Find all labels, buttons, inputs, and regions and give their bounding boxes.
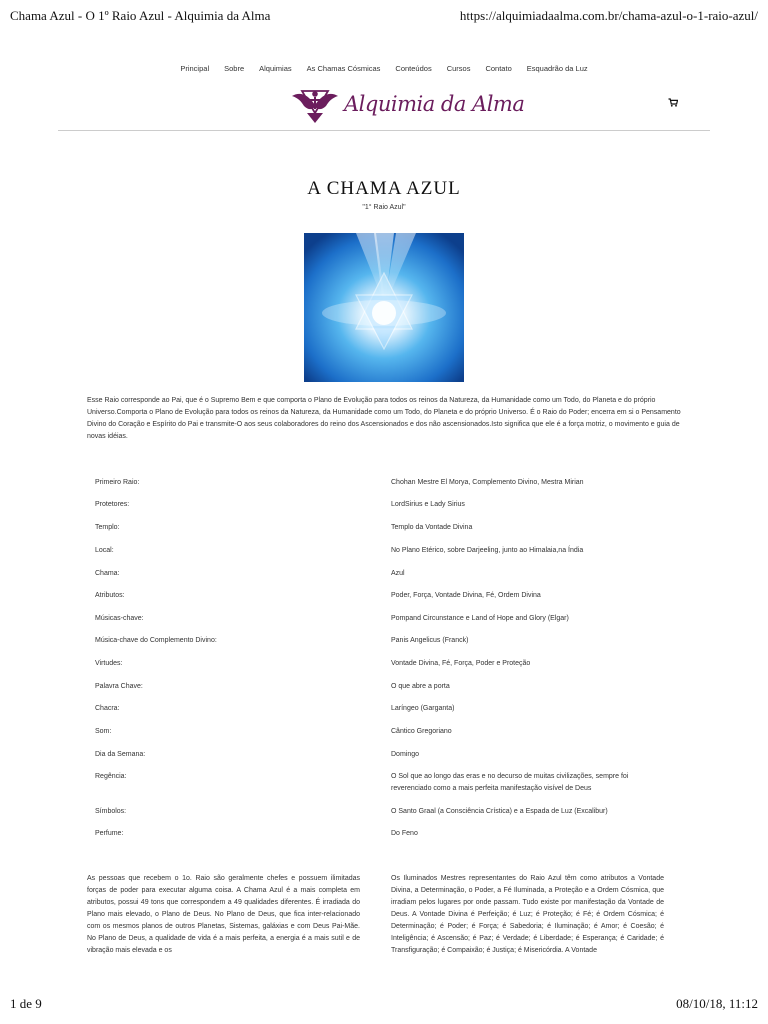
page-subtitle: "1° Raio Azul" xyxy=(362,204,406,211)
row-label: Perfume: xyxy=(95,830,124,837)
row-value: O Sol que ao longo das eras e no decurso de muitas civilizações, sempre foi reverenciado como a mais perfeita manifestação visível de Deus xyxy=(391,773,629,792)
logo-wordmark: Alquimia da Alma xyxy=(344,92,525,116)
row-value: Vontade Divina, Fé, Força, Poder e Proteção xyxy=(391,660,531,667)
row-label: Regência: xyxy=(95,773,127,780)
intro-paragraph: Esse Raio corresponde ao Pai, que é o Supremo Bem e que comporta o Plano de Evolução para todos os reinos da Natureza, da Humanidade como um Todo, do Planeta e do próprio Universo.Comporta o Plano de Evolução para todos os reinos da Natureza, da Humanidade como um Todo, do Planeta e do próprio Universo. É o Raio do Poder; encerra em si o Pensamento Divino do Coração e Espírito do Pai e transmite-O aos seus colaboradores do reino dos Ascensionados e dos não ascensionados.Isto significa que ele é a força motriz, o movimento e guia de novas idéias. xyxy=(87,397,681,440)
nav-conteudos[interactable]: Conteúdos xyxy=(395,64,432,73)
nav-esquadrao-da-luz[interactable]: Esquadrão da Luz xyxy=(526,64,588,73)
nav-chamas-cosmicas[interactable]: As Chamas Cósmicas xyxy=(306,64,381,73)
nav-contato[interactable]: Contato xyxy=(485,64,512,73)
row-value: Templo da Vontade Divina xyxy=(391,524,473,531)
print-datetime: 08/10/18, 11:12 xyxy=(676,996,758,1011)
row-value: Panis Angelicus (Franck) xyxy=(391,637,469,644)
row-label: Músicas-chave: xyxy=(95,615,144,622)
row-label: Palavra Chave: xyxy=(95,683,143,690)
print-footer xyxy=(10,996,758,1012)
row-value: Domingo xyxy=(391,751,420,758)
row-label: Protetores: xyxy=(95,501,130,508)
row-label: Dia da Semana: xyxy=(95,751,146,758)
row-value: No Plano Etérico, sobre Darjeeling, junto ao Himalaia,na Índia xyxy=(391,547,584,554)
row-value: O Santo Graal (a Consciência Crística) e a Espada de Luz (Excalibur) xyxy=(391,808,608,815)
header-divider xyxy=(58,130,710,131)
print-page-url: https://alquimiadaalma.com.br/chama-azul-o-1-raio-azul/ xyxy=(459,8,758,23)
nav-principal[interactable]: Principal xyxy=(180,64,210,73)
print-page-title: Chama Azul - O 1º Raio Azul - Alquimia da Alma xyxy=(10,8,271,23)
print-header xyxy=(10,8,758,24)
nav-cursos[interactable]: Cursos xyxy=(446,64,471,73)
page-title: A CHAMA AZUL xyxy=(307,178,461,199)
main-nav xyxy=(0,64,768,73)
row-value: Do Feno xyxy=(391,830,418,837)
row-label: Chacra: xyxy=(95,705,120,712)
body-left-column: As pessoas que recebem o 1o. Raio são geralmente chefes e possuem ilimitadas forças de poder para executar alguma coisa. A Chama Azul é a mais completa em atributos, possui 49 tons que correspondem a 49 qualidades diferentes. É irradiada do Plano mais elevado, o Plano de Deus. No Plano de Deus, que fica inter-relacionado com os mesmos planos de outros Planetas, Sistemas, galáxias e com Deus Pai-Mãe. No Plano de Deus, a qualidade de vida é a mais perfeita, a energia é a mais sutil e de vibração mais elevada e os xyxy=(87,875,360,954)
row-value: Laríngeo (Garganta) xyxy=(391,705,455,712)
row-label: Som: xyxy=(95,728,112,735)
row-value: Chohan Mestre El Morya, Complemento Divino, Mestra Mirian xyxy=(391,479,584,486)
nav-sobre[interactable]: Sobre xyxy=(224,64,245,73)
print-page-number: 1 de 9 xyxy=(10,996,42,1011)
row-label: Música-chave do Complemento Divino: xyxy=(95,637,217,644)
row-label: Virtudes: xyxy=(95,660,123,667)
cart-button[interactable] xyxy=(668,94,678,112)
blue-flame-star-image xyxy=(304,233,464,382)
site-logo[interactable] xyxy=(290,83,524,125)
row-label: Atributos: xyxy=(95,592,125,599)
row-label: Símbolos: xyxy=(95,808,127,815)
row-label: Templo: xyxy=(95,524,120,531)
body-right-column: Os Iluminados Mestres representantes do Raio Azul têm como atributos a Vontade Divina, a Determinação, o Poder, a Fé Iluminada, a Proteção e a Ordem Cósmica, que irradiam pelos lugares por onde passam. Tudo existe por manifestação da Vontade de Deus. A Vontade Divina é Perfeição; é Luz; é Proteção; é Fé; é Ordem Cósmica; é Determinação; é Poder; é Força; é Sabedoria; é Iluminação; é Amor; é Coesão; é Inteligência; é Ascensão; é Paz; é Verdade; é Liberdade; é Esperança; é Caridade; é Transfiguração; é Compaixão; é Justiça; é Misericórdia. A Vontade xyxy=(391,875,664,954)
row-value: Pompand Circunstance e Land of Hope and Glory (Elgar) xyxy=(391,615,569,622)
winged-figure-emblem-icon xyxy=(290,83,340,125)
row-label: Local: xyxy=(95,547,114,554)
cart-icon xyxy=(668,98,678,107)
row-value: O que abre a porta xyxy=(391,683,450,690)
row-label: Primeiro Raio: xyxy=(95,479,140,486)
row-label: Chama: xyxy=(95,570,120,577)
nav-alquimias[interactable]: Alquimias xyxy=(259,64,292,73)
row-value: Poder, Força, Vontade Divina, Fé, Ordem Divina xyxy=(391,592,541,599)
row-value: Azul xyxy=(391,570,405,577)
row-value: Cântico Gregoriano xyxy=(391,728,452,735)
row-value: LordSirius e Lady Sirius xyxy=(391,501,465,508)
